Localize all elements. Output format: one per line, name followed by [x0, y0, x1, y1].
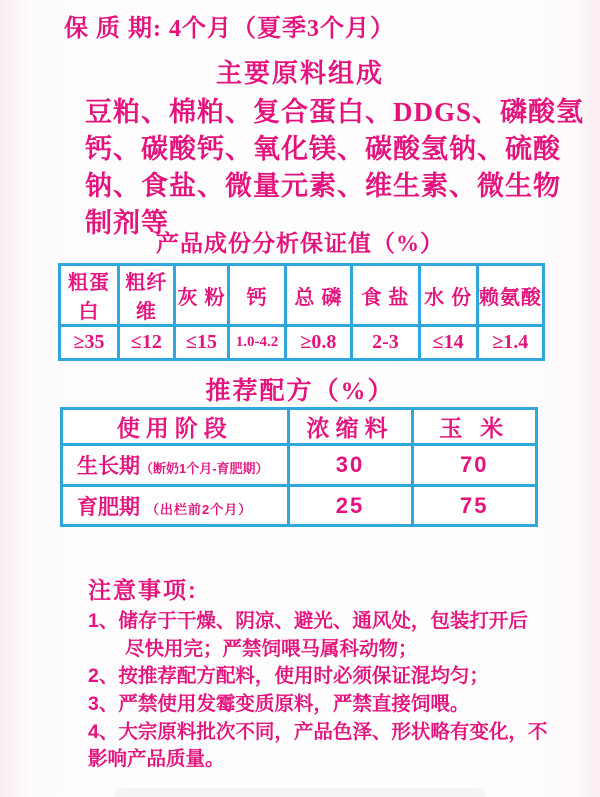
notes-title: 注意事项: — [88, 577, 198, 603]
bag-bottom-edge-shape — [115, 788, 485, 797]
stage-note: （出栏前2个月） — [146, 501, 253, 517]
analysis-value-cell: 2-3 — [352, 326, 419, 360]
formula-table — [60, 407, 538, 527]
analysis-value-cell: ≥35 — [60, 326, 119, 360]
analysis-header-cell: 赖氨酸 — [477, 265, 543, 326]
analysis-header-cell: 粗蛋白 — [60, 265, 119, 326]
concentrate-value: 30 — [288, 445, 412, 486]
analysis-header-cell: 水 份 — [419, 265, 477, 326]
formula-header-row — [62, 409, 537, 445]
stage-note: （断奶1个月-育肥期） — [140, 461, 269, 476]
note-line: 影响产品质量。 — [88, 748, 225, 771]
analysis-header-cell: 钙 — [229, 265, 285, 326]
formula-header-cell: 浓缩料 — [288, 409, 412, 445]
note-line: 4、大宗原料批次不同，产品色泽、形状略有变化，不 — [88, 720, 548, 743]
notes-section — [88, 575, 566, 774]
analysis-title: 产品成份分析保证值（%） — [156, 231, 444, 256]
stage-label: 育肥期 — [77, 495, 140, 519]
analysis-value-cell: ≤15 — [174, 326, 229, 360]
ingredients-line: 制剂等 — [85, 208, 169, 238]
analysis-value-cell: ≥1.4 — [477, 326, 543, 360]
ingredients-line: 豆粕、棉粕、复合蛋白、DDGS、磷酸氢 — [85, 97, 585, 127]
ingredients-line: 钠、食盐、微量元素、维生素、微生物 — [85, 171, 561, 201]
analysis-header-cell: 粗纤维 — [119, 265, 175, 326]
note-line: 2、按推荐配方配料，使用时必须保证混均匀； — [88, 665, 489, 688]
concentrate-value: 25 — [288, 486, 412, 526]
shelf-life-text: 保 质 期: 4个月（夏季3个月） — [64, 16, 395, 42]
analysis-value-cell: ≤14 — [419, 326, 477, 360]
note-line: 1、储存于干燥、阴凉、避光、通风处，包装打开后 — [88, 610, 528, 632]
formula-header-cell: 玉 米 — [412, 409, 536, 445]
formula-title: 推荐配方（%） — [205, 378, 395, 405]
stage-label: 生长期 — [77, 455, 140, 478]
analysis-header-cell: 灰 粉 — [174, 265, 229, 326]
corn-value: 75 — [412, 486, 536, 526]
ingredients-paragraph — [85, 94, 585, 242]
stage-cell — [62, 486, 289, 526]
analysis-value-cell: ≥0.8 — [285, 326, 352, 360]
ingredients-title: 主要原料组成 — [215, 59, 384, 88]
analysis-table — [58, 263, 545, 361]
note-line: 尽快用完；严禁饲喂马属科动物； — [125, 637, 418, 660]
analysis-header-row — [60, 265, 544, 326]
formula-row-growth — [62, 445, 537, 486]
analysis-header-cell: 总 磷 — [285, 265, 352, 326]
formula-header-cell: 使用阶段 — [62, 409, 289, 445]
ingredients-line: 钙、碳酸钙、氧化镁、碳酸氢钠、硫酸 — [85, 134, 561, 164]
analysis-value-cell: ≤12 — [119, 326, 175, 360]
analysis-value-row — [60, 326, 544, 360]
note-line: 3、严禁使用发霉变质原料，严禁直接饲喂。 — [88, 693, 470, 716]
analysis-value-cell: 1.0-4.2 — [229, 326, 285, 360]
formula-row-fattening — [62, 486, 537, 526]
corn-value: 70 — [412, 445, 536, 486]
stage-cell — [62, 445, 289, 486]
analysis-header-cell: 食 盐 — [352, 265, 419, 326]
